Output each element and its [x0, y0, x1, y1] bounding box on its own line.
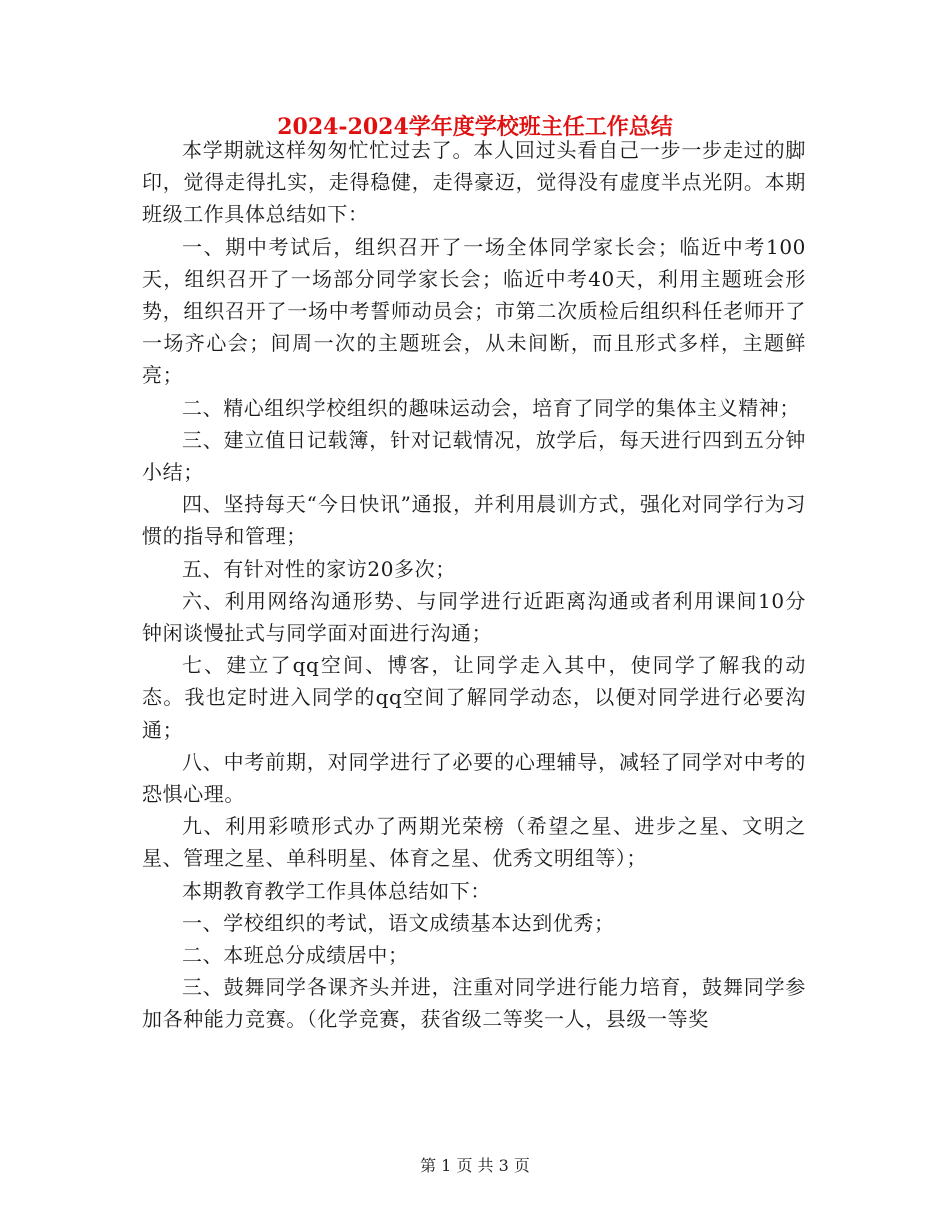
paragraph-item-9: 九、利用彩喷形式办了两期光荣榜（希望之星、进步之星、文明之星、管理之星、单科明星、体育之星、优秀文明组等）；: [142, 814, 806, 871]
paragraph-item-1: 一、期中考试后，组织召开了一场全体同学家长会；临近中考100天，组织召开了一场部分同学家长会；临近中考40天，利用主题班会形势，组织召开了一场中考誓师动员会；市第二次质检后组织科任老师开了一场齐心会；间周一次的主题班会，从未间断，而且形式多样，主题鲜亮；: [142, 234, 806, 388]
paragraph-item-6: 六、利用网络沟通形势、与同学进行近距离沟通或者利用课间10分钟闲谈慢扯式与同学面对面进行沟通；: [142, 588, 806, 646]
paragraph-teaching-2: 二、本班总分成绩居中；: [182, 943, 409, 968]
page-footer: 第 1 页 共 3 页: [420, 1156, 530, 1175]
paragraph-item-2: 二、精心组织学校组织的趣味运动会，培育了同学的集体主义精神；: [182, 395, 800, 420]
paragraph-intro: 本学期就这样匆匆忙忙过去了。本人回过头看自己一步一步走过的脚印，觉得走得扎实，走得稳健，走得豪迈，觉得没有虚度半点光阴。本期班级工作具体总结如下：: [142, 138, 806, 227]
paragraph-item-8: 八、中考前期，对同学进行了必要的心理辅导，减轻了同学对中考的恐惧心理。: [142, 749, 806, 807]
paragraph-teaching-intro: 本期教育教学工作具体总结如下：: [182, 878, 491, 903]
paragraph-teaching-3: 三、鼓舞同学各课齐头并进，注重对同学进行能力培育，鼓舞同学参加各种能力竞赛。（化学竞赛，获省级二等奖一人，县级一等奖: [142, 975, 806, 1032]
paragraph-item-3: 三、建立值日记载簿，针对记载情况，放学后，每天进行四到五分钟小结；: [142, 427, 806, 485]
paragraph-teaching-1: 一、学校组织的考试，语文成绩基本达到优秀；: [182, 910, 615, 935]
document-body: [142, 134, 806, 1036]
paragraph-item-5: 五、有针对性的家访20多次；: [182, 556, 456, 581]
paragraph-item-4: 四、坚持每天“今日快讯”通报，并利用晨训方式，强化对同学行为习惯的指导和管理；: [142, 492, 806, 549]
document-title: 2024-2024学年度学校班主任工作总结: [277, 114, 673, 140]
paragraph-item-7: 七、建立了qq空间、博客，让同学走入其中，使同学了解我的动态。我也定时进入同学的qq空间了解同学动态，以便对同学进行必要沟通；: [142, 653, 806, 742]
